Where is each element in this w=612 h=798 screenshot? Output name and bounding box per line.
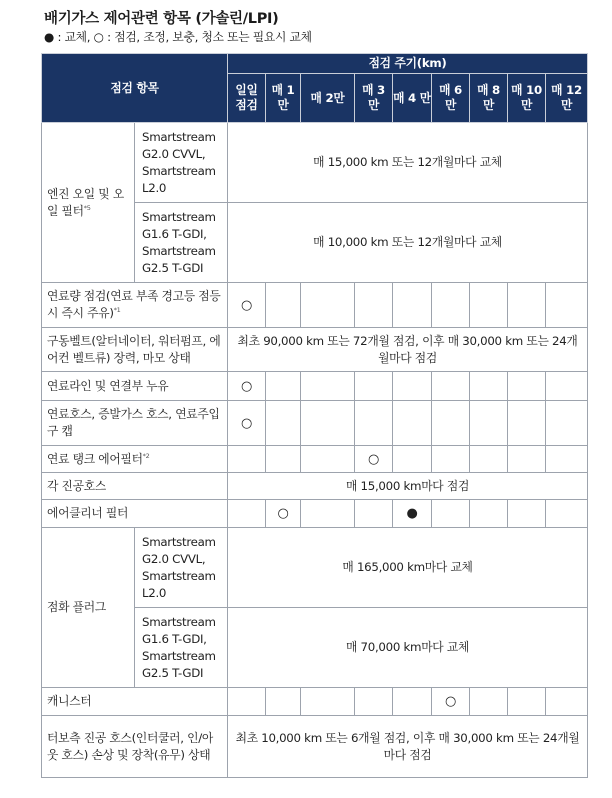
table-row — [42, 123, 588, 203]
item-air-cleaner: 에어클리너 필터 — [42, 500, 228, 528]
variant-plug-2: Smartstream G1.6 T-GDI, Smartstream G2.5 T-GDI — [135, 608, 228, 688]
item-drive-belt: 구동벨트(알터네이터, 워터펌프, 에어컨 벨트류) 장력, 마모 상태 — [42, 328, 228, 372]
header-col-8: 매 8 만 — [470, 74, 508, 123]
header-cycle: 점검 주기(km) — [228, 54, 588, 74]
mark-inspect: ○ — [228, 401, 266, 446]
item-fuel-hose: 연료호스, 증발가스 호스, 연료주입구 캡 — [42, 401, 228, 446]
table-row — [42, 716, 588, 778]
table-row — [42, 473, 588, 500]
table-row — [42, 446, 588, 473]
interval-plug-1: 매 165,000 km마다 교체 — [228, 528, 588, 608]
mark-inspect: ○ — [228, 372, 266, 401]
item-spark-plug: 점화 플러그 — [42, 528, 135, 688]
maintenance-table — [41, 53, 588, 778]
interval-engine-1: 매 15,000 km 또는 12개월마다 교체 — [228, 123, 588, 203]
table-row — [42, 500, 588, 528]
interval-drive-belt: 최초 90,000 km 또는 72개월 점검, 이후 매 30,000 km 또는 24개월마다 점검 — [228, 328, 588, 372]
interval-plug-2: 매 70,000 km마다 교체 — [228, 608, 588, 688]
table-row — [42, 283, 588, 328]
item-tank-filter: 연료 탱크 에어필터$^{*2}$ — [42, 446, 228, 473]
item-turbo-hose: 터보측 진공 호스(인터쿨러, 인/아웃 호스) 손상 및 장착(유무) 상태 — [42, 716, 228, 778]
mark-inspect: ○ — [432, 688, 470, 716]
mark-replace: ● — [393, 500, 432, 528]
table-row — [42, 688, 588, 716]
table-row — [42, 401, 588, 446]
item-fuel-level: 연료량 점검(연료 부족 경고등 점등시 즉시 주유)$^{*1}$ — [42, 283, 228, 328]
variant-engine-1: Smartstream G2.0 CVVL, Smartstream L2.0 — [135, 123, 228, 203]
item-vacuum-hose: 각 진공호스 — [42, 473, 228, 500]
table-row — [42, 528, 588, 608]
header-item: 점검 항목 — [42, 54, 228, 123]
header-col-6: 매 6 만 — [432, 74, 470, 123]
interval-engine-2: 매 10,000 km 또는 12개월마다 교체 — [228, 203, 588, 283]
item-engine-oil: 엔진 오일 및 오일 필터$^{*5}$ — [42, 123, 135, 283]
header-col-12: 매 12 만 — [546, 74, 588, 123]
item-canister: 캐니스터 — [42, 688, 228, 716]
header-col-4: 매 4 만 — [393, 74, 432, 123]
mark-inspect: ○ — [266, 500, 301, 528]
legend: ● : 교체, ○ : 점검, 조정, 보충, 청소 또는 필요시 교체 — [44, 30, 312, 44]
table-row — [42, 328, 588, 372]
variant-engine-2: Smartstream G1.6 T-GDI, Smartstream G2.5 T-GDI — [135, 203, 228, 283]
mark-inspect: ○ — [355, 446, 393, 473]
variant-plug-1: Smartstream G2.0 CVVL, Smartstream L2.0 — [135, 528, 228, 608]
header-col-1: 매 1 만 — [266, 74, 301, 123]
section-title: 배기가스 제어관련 항목 (가솔린/LPI) — [44, 11, 279, 27]
header-col-10: 매 10 만 — [508, 74, 546, 123]
item-fuel-line: 연료라인 및 연결부 누유 — [42, 372, 228, 401]
header-col-2: 매 2만 — [301, 74, 355, 123]
header-col-daily: 일일 점검 — [228, 74, 266, 123]
interval-turbo-hose: 최초 10,000 km 또는 6개월 점검, 이후 매 30,000 km 또는 24개월마다 점검 — [228, 716, 588, 778]
table-row — [42, 372, 588, 401]
header-col-3: 매 3 만 — [355, 74, 393, 123]
mark-inspect: ○ — [228, 283, 266, 328]
interval-vacuum-hose: 매 15,000 km마다 점검 — [228, 473, 588, 500]
